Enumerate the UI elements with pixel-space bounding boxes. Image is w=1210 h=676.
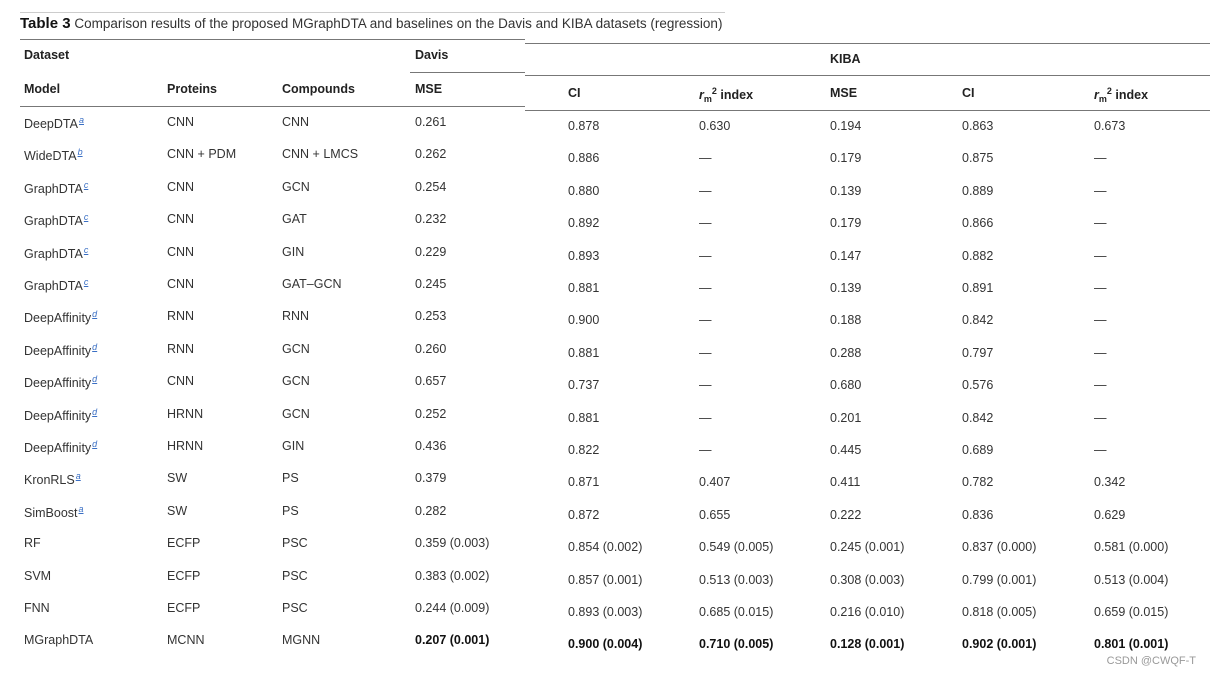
cell-davis-rm2: 0.655 (699, 508, 731, 522)
cell-model: WideDTA$^b$ (24, 147, 83, 163)
cell-davis-mse: 0.379 (415, 471, 447, 485)
header-proteins: Proteins (167, 82, 218, 96)
cell-davis-ci: 0.881 (568, 411, 600, 425)
cell-proteins: CNN (167, 180, 195, 194)
cell-kiba-rm2: — (1094, 443, 1107, 457)
footnote-ref-link[interactable]: c (83, 212, 89, 222)
footnote-ref-link[interactable]: c (83, 245, 89, 255)
cell-proteins: CNN (167, 245, 195, 259)
cell-model: DeepAffinity$^d$ (24, 407, 98, 423)
cell-kiba-ci: 0.891 (962, 281, 994, 295)
cell-davis-mse: 0.253 (415, 309, 447, 323)
cell-kiba-ci: 0.836 (962, 508, 994, 522)
cell-davis-rm2: 0.685 (0.015) (699, 605, 774, 619)
rule-right-top (525, 43, 1210, 44)
rm-superscript: 2 (1106, 86, 1112, 96)
cell-kiba-ci: 0.889 (962, 184, 994, 198)
rule-right-header-bottom (525, 110, 1210, 111)
cell-model: SimBoost$^a$ (24, 504, 84, 520)
cell-model: MGraphDTA (24, 633, 94, 647)
cell-kiba-ci: 0.902 (0.001) (962, 637, 1037, 651)
footnote-ref-link[interactable]: d (92, 407, 98, 417)
cell-kiba-mse: 0.188 (830, 313, 862, 327)
cell-davis-ci: 0.880 (568, 184, 600, 198)
cell-davis-ci: 0.881 (568, 281, 600, 295)
rm-symbol: r (699, 88, 704, 102)
cell-davis-ci: 0.900 (568, 313, 600, 327)
cell-kiba-mse: 0.222 (830, 508, 862, 522)
cell-davis-ci: 0.872 (568, 508, 600, 522)
footnote-ref-link[interactable]: b (77, 147, 83, 157)
cell-proteins: CNN (167, 212, 195, 226)
cell-kiba-rm2: — (1094, 184, 1107, 198)
cell-compounds: MGNN (282, 633, 321, 647)
cell-compounds: RNN (282, 309, 310, 323)
cell-proteins: ECFP (167, 536, 201, 550)
cell-proteins: SW (167, 504, 188, 518)
cell-kiba-mse: 0.194 (830, 119, 862, 133)
cell-davis-rm2: 0.407 (699, 475, 731, 489)
cell-davis-mse: 0.252 (415, 407, 447, 421)
cell-davis-ci: 0.893 (568, 249, 600, 263)
cell-kiba-rm2: 0.513 (0.004) (1094, 573, 1169, 587)
rm-subscript: m (1098, 94, 1107, 104)
cell-davis-mse: 0.254 (415, 180, 447, 194)
cell-kiba-mse: 0.216 (0.010) (830, 605, 905, 619)
cell-davis-mse: 0.657 (415, 374, 447, 388)
cell-davis-mse: 0.245 (415, 277, 447, 291)
cell-model: GraphDTA$^c$ (24, 277, 89, 293)
header-dataset: Dataset (24, 48, 70, 62)
cell-kiba-ci: 0.799 (0.001) (962, 573, 1037, 587)
cell-davis-ci: 0.893 (0.003) (568, 605, 643, 619)
cell-kiba-mse: 0.147 (830, 249, 862, 263)
cell-proteins: CNN + PDM (167, 147, 237, 161)
footnote-ref-link[interactable]: d (92, 309, 98, 319)
cell-davis-ci: 0.892 (568, 216, 600, 230)
cell-model: GraphDTA$^c$ (24, 245, 89, 261)
cell-davis-mse: 0.261 (415, 115, 447, 129)
cell-kiba-rm2: — (1094, 151, 1107, 165)
cell-compounds: PS (282, 504, 299, 518)
rule-right-kiba (525, 75, 1210, 76)
table-label: Table 3 (20, 15, 71, 32)
cell-proteins: CNN (167, 115, 195, 129)
cell-kiba-rm2: 0.629 (1094, 508, 1126, 522)
cell-davis-rm2: 0.549 (0.005) (699, 540, 774, 554)
cell-compounds: GCN (282, 180, 310, 194)
cell-kiba-ci: 0.882 (962, 249, 994, 263)
cell-kiba-rm2: — (1094, 216, 1107, 230)
cell-kiba-mse: 0.445 (830, 443, 862, 457)
cell-proteins: CNN (167, 374, 195, 388)
cell-davis-rm2: — (699, 184, 712, 198)
cell-compounds: GCN (282, 342, 310, 356)
footnote-ref-link[interactable]: c (83, 277, 89, 287)
cell-compounds: CNN (282, 115, 310, 129)
cell-proteins: ECFP (167, 569, 201, 583)
cell-compounds: GAT (282, 212, 307, 226)
cell-proteins: HRNN (167, 439, 204, 453)
cell-davis-ci: 0.737 (568, 378, 600, 392)
cell-compounds: PSC (282, 569, 308, 583)
cell-kiba-rm2: 0.581 (0.000) (1094, 540, 1169, 554)
cell-davis-ci: 0.822 (568, 443, 600, 457)
cell-davis-mse: 0.244 (0.009) (415, 601, 490, 615)
cell-kiba-rm2: — (1094, 249, 1107, 263)
cell-proteins: SW (167, 471, 188, 485)
cell-compounds: GIN (282, 245, 305, 259)
rm-index-label: index (1111, 88, 1149, 102)
footnote-ref-link[interactable]: d (92, 342, 98, 352)
cell-kiba-ci: 0.837 (0.000) (962, 540, 1037, 554)
rule-left-davis (410, 72, 525, 73)
cell-davis-mse: 0.207 (0.001) (415, 633, 490, 647)
header-davis: Davis (415, 48, 449, 62)
cell-kiba-mse: 0.139 (830, 281, 862, 295)
cell-davis-ci: 0.854 (0.002) (568, 540, 643, 554)
cell-davis-rm2: — (699, 249, 712, 263)
cell-kiba-rm2: — (1094, 281, 1107, 295)
header-compounds: Compounds (282, 82, 355, 96)
cell-kiba-mse: 0.288 (830, 346, 862, 360)
cell-kiba-mse: 0.139 (830, 184, 862, 198)
cell-model: GraphDTA$^c$ (24, 212, 89, 228)
cell-proteins: RNN (167, 309, 195, 323)
cell-compounds: GIN (282, 439, 305, 453)
cell-proteins: RNN (167, 342, 195, 356)
cell-kiba-ci: 0.863 (962, 119, 994, 133)
rule-left-header-bottom (20, 106, 525, 107)
cell-compounds: GAT–GCN (282, 277, 342, 291)
cell-davis-ci: 0.871 (568, 475, 600, 489)
cell-model: DeepAffinity$^d$ (24, 374, 98, 390)
cell-compounds: PSC (282, 536, 308, 550)
cell-davis-ci: 0.878 (568, 119, 600, 133)
footnote-ref-link[interactable]: c (83, 180, 89, 190)
footnote-ref-link[interactable]: a (78, 115, 84, 125)
footnote-ref-link[interactable]: a (75, 471, 81, 481)
cell-kiba-rm2: — (1094, 346, 1107, 360)
cell-kiba-ci: 0.875 (962, 151, 994, 165)
rm-symbol: r (1094, 88, 1099, 102)
header-davis-ci: CI (568, 86, 581, 100)
rm-subscript: m (703, 94, 712, 104)
cell-compounds: PS (282, 471, 299, 485)
cell-davis-rm2: 0.513 (0.003) (699, 573, 774, 587)
cell-kiba-rm2: 0.342 (1094, 475, 1126, 489)
cell-model: DeepAffinity$^d$ (24, 309, 98, 325)
cell-davis-rm2: — (699, 411, 712, 425)
footnote-ref-link[interactable]: a (78, 504, 84, 514)
cell-kiba-mse: 0.179 (830, 216, 862, 230)
cell-model: SVM (24, 569, 52, 583)
cell-proteins: ECFP (167, 601, 201, 615)
cell-compounds: GCN (282, 407, 310, 421)
header-davis-mse: MSE (415, 82, 443, 96)
cell-model: DeepAffinity$^d$ (24, 439, 98, 455)
cell-kiba-mse: 0.680 (830, 378, 862, 392)
cell-kiba-ci: 0.689 (962, 443, 994, 457)
cell-kiba-mse: 0.245 (0.001) (830, 540, 905, 554)
cell-davis-mse: 0.282 (415, 504, 447, 518)
cell-davis-ci: 0.881 (568, 346, 600, 360)
cell-compounds: GCN (282, 374, 310, 388)
header-kiba-rm2-index (1094, 86, 1148, 104)
cell-kiba-mse: 0.179 (830, 151, 862, 165)
cell-davis-ci: 0.857 (0.001) (568, 573, 643, 587)
cell-davis-ci: 0.886 (568, 151, 600, 165)
cell-model: FNN (24, 601, 50, 615)
cell-davis-rm2: — (699, 313, 712, 327)
cell-kiba-ci: 0.797 (962, 346, 994, 360)
cell-compounds: PSC (282, 601, 308, 615)
cell-davis-rm2: — (699, 443, 712, 457)
footnote-ref-link[interactable]: d (92, 439, 98, 449)
cell-kiba-mse: 0.201 (830, 411, 862, 425)
cell-kiba-ci: 0.866 (962, 216, 994, 230)
cell-davis-rm2: — (699, 151, 712, 165)
cell-kiba-ci: 0.576 (962, 378, 994, 392)
header-kiba-mse: MSE (830, 86, 858, 100)
header-kiba-ci: CI (962, 86, 975, 100)
cell-davis-mse: 0.260 (415, 342, 447, 356)
cell-kiba-rm2: 0.673 (1094, 119, 1126, 133)
cell-kiba-ci: 0.818 (0.005) (962, 605, 1037, 619)
rm-index-label: index (716, 88, 754, 102)
cell-kiba-ci: 0.782 (962, 475, 994, 489)
header-davis-rm2-index (699, 86, 753, 104)
cell-kiba-mse: 0.308 (0.003) (830, 573, 905, 587)
cell-model: DeepDTA$^a$ (24, 115, 84, 131)
cell-proteins: HRNN (167, 407, 204, 421)
cell-davis-mse: 0.436 (415, 439, 447, 453)
footnote-ref-link[interactable]: d (92, 374, 98, 384)
cell-davis-rm2: 0.630 (699, 119, 731, 133)
cell-kiba-mse: 0.411 (830, 475, 861, 489)
caption-underline (20, 12, 725, 13)
cell-kiba-rm2: — (1094, 313, 1107, 327)
cell-kiba-ci: 0.842 (962, 411, 994, 425)
cell-compounds: CNN + LMCS (282, 147, 359, 161)
cell-davis-rm2: — (699, 281, 712, 295)
watermark: CSDN @CWQF-T (1106, 655, 1196, 667)
cell-kiba-mse: 0.128 (0.001) (830, 637, 905, 651)
cell-proteins: MCNN (167, 633, 205, 647)
cell-kiba-rm2: 0.659 (0.015) (1094, 605, 1169, 619)
header-kiba: KIBA (830, 52, 861, 66)
cell-davis-rm2: — (699, 378, 712, 392)
cell-model: RF (24, 536, 41, 550)
cell-model: DeepAffinity$^d$ (24, 342, 98, 358)
cell-davis-mse: 0.262 (415, 147, 447, 161)
cell-davis-rm2: — (699, 346, 712, 360)
cell-davis-mse: 0.383 (0.002) (415, 569, 490, 583)
cell-davis-mse: 0.232 (415, 212, 447, 226)
cell-proteins: CNN (167, 277, 195, 291)
cell-kiba-rm2: — (1094, 378, 1107, 392)
cell-davis-rm2: 0.710 (0.005) (699, 637, 774, 651)
cell-kiba-rm2: — (1094, 411, 1107, 425)
cell-davis-mse: 0.229 (415, 245, 447, 259)
cell-kiba-ci: 0.842 (962, 313, 994, 327)
rm-superscript: 2 (711, 86, 717, 96)
cell-model: GraphDTA$^c$ (24, 180, 89, 196)
rule-left-top (20, 39, 525, 40)
cell-davis-rm2: — (699, 216, 712, 230)
table-caption (20, 15, 722, 32)
cell-model: KronRLS$^a$ (24, 471, 81, 487)
cell-davis-mse: 0.359 (0.003) (415, 536, 490, 550)
table-caption-text: Comparison results of the proposed MGraphDTA and baselines on the Davis and KIBA datasets (regression) (74, 16, 723, 31)
header-model: Model (24, 82, 61, 96)
cell-kiba-rm2: 0.801 (0.001) (1094, 637, 1169, 651)
cell-davis-ci: 0.900 (0.004) (568, 637, 643, 651)
